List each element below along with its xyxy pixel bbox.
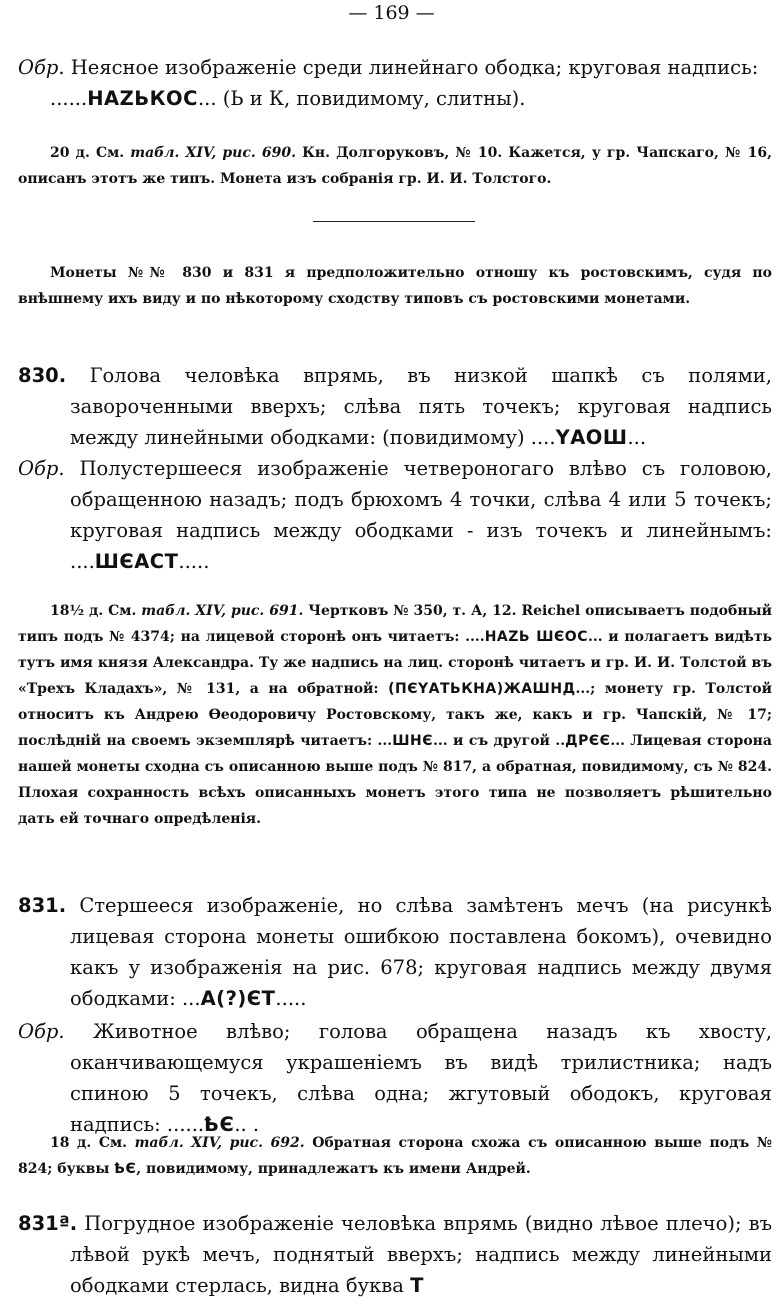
coin-number-831: 831. — [18, 894, 67, 917]
inscription: Т — [410, 1274, 424, 1297]
inscription: ҌЄ — [114, 1161, 137, 1177]
reference-note-692: 18 д. См. табл. XIV, рис. 692. Обратная сторона схожа съ описанною выше подъ № 824; буквы ҌЄ, повидимому, принадлежатъ къ имени Андрей. — [18, 1135, 772, 1177]
coin-831-obverse: 831. Стершееся изображеніе, но слѣва замѣтенъ мечъ (на рисункѣ лицевая сторона монеты ошибкою поставлена бокомъ), очевидно какъ у изображенія на рис. 678; круговая надпись между двумя ободками: ...А(?)ЄТ..... — [18, 894, 772, 1010]
coin-831-reverse: Обр. Животное влѣво; голова обращена назадъ къ хвосту, оканчивающемуся украшеніемъ въ видѣ трилистника; надъ спиною 5 точекъ, слѣва одна; жгутовый ободокъ, круговая надпись: ......ҌЄ.. . — [18, 1020, 772, 1136]
coin-830-reverse: Обр. Полустершееся изображеніе четвероногаго влѣво съ головою, обращенною назадъ; подъ брюхомъ 4 точки, слѣва 4 или 5 точекъ; круговая надпись между ободками - изъ точекъ и линейнымъ: ....ШЄАСТ..... — [18, 457, 772, 573]
inscription: YАОШ — [555, 426, 628, 449]
inscription: ШЄАСТ — [94, 550, 179, 573]
inscription: ДРЄЄ — [565, 733, 611, 749]
inscription: ҌЄ — [204, 1113, 235, 1136]
inscription: (ПЄYАТЬКНА)ЖАШНД — [388, 681, 576, 697]
obverse-label: Обр. — [18, 56, 65, 79]
coin-830-obverse: 830. Голова человѣка впрямь, въ низкой шапкѣ съ полями, завороченными вверхъ; слѣва пять точекъ; круговая надпись между линейными ободками: (повидимому) ....YАОШ... — [18, 364, 772, 449]
coin-831a-obverse: 831ª. Погрудное изображеніе человѣка впрямь (видно лѣвое плечо); въ лѣвой рукѣ мечъ, поднятый вверхъ; надпись между линейными ободками стерлась, видна буква Т — [18, 1212, 772, 1297]
reference-note-690: 20 д. См. табл. XIV, рис. 690. Кн. Долгоруковъ, № 10. Кажется, у гр. Чапскаго, № 16, описанъ этотъ же типъ. Монета изъ собранія гр. И. И. Толстого. — [18, 145, 772, 187]
attribution-note: Монеты №№ 830 и 831 я предположительно отношу къ ростовскимъ, судя по внѣшнему ихъ виду и по нѣкоторому сходству типовъ съ ростовскими монетами. — [18, 265, 772, 307]
reference-note-691: 18½ д. См. табл. XIV, рис. 691. Чертковъ № 350, т. А, 12. Reichel описываетъ подобный типъ подъ № 4374; на лицевой сторонѣ онъ читаетъ: ....НАZЬ ШЄОС... и полагаетъ видѣть тутъ имя князя Александра. Ту же надпись на лиц. сторонѣ читаетъ и гр. И. И. Толстой въ «Трехъ Кладахъ», № 131, а на обратной: (ПЄYАТЬКНА)ЖАШНД...; монету гр. Толстой относитъ къ Андрею Ѳеодоровичу Ростовскому, такъ же, какъ и гр. Чапскій, № 17; послѣдній на своемъ экземплярѣ читаетъ: ...ШНЄ... и съ другой ..ДРЄЄ... Лицевая сторона нашей монеты сходна съ описанною выше подъ № 817, а обратная, повидимому, съ № 824. Плохая сохранность всѣхъ описанныхъ монетъ этого типа не позволяетъ рѣшительно дать ей точнаго опредѣленія. — [18, 603, 773, 827]
coin-number-830: 830. — [18, 364, 67, 387]
inscription: ШНЄ — [392, 733, 433, 749]
section-divider — [313, 221, 475, 222]
inscription: НАZЬКОС — [87, 87, 198, 110]
page-number: — 169 — — [348, 2, 435, 24]
obverse-line-1: Обр. Неясное изображеніе среди линейнаго ободка; круговая надпись: — [18, 56, 759, 79]
coin-number-831a: 831ª. — [18, 1212, 78, 1235]
inscription: А(?)ЄТ — [200, 987, 276, 1010]
obverse-line-2: ......НАZЬКОС... (Ь и К, повидимому, слитны). — [50, 87, 526, 110]
obverse-description-previous — [18, 52, 772, 114]
inscription: НАZЬ ШЄОС — [484, 629, 588, 645]
